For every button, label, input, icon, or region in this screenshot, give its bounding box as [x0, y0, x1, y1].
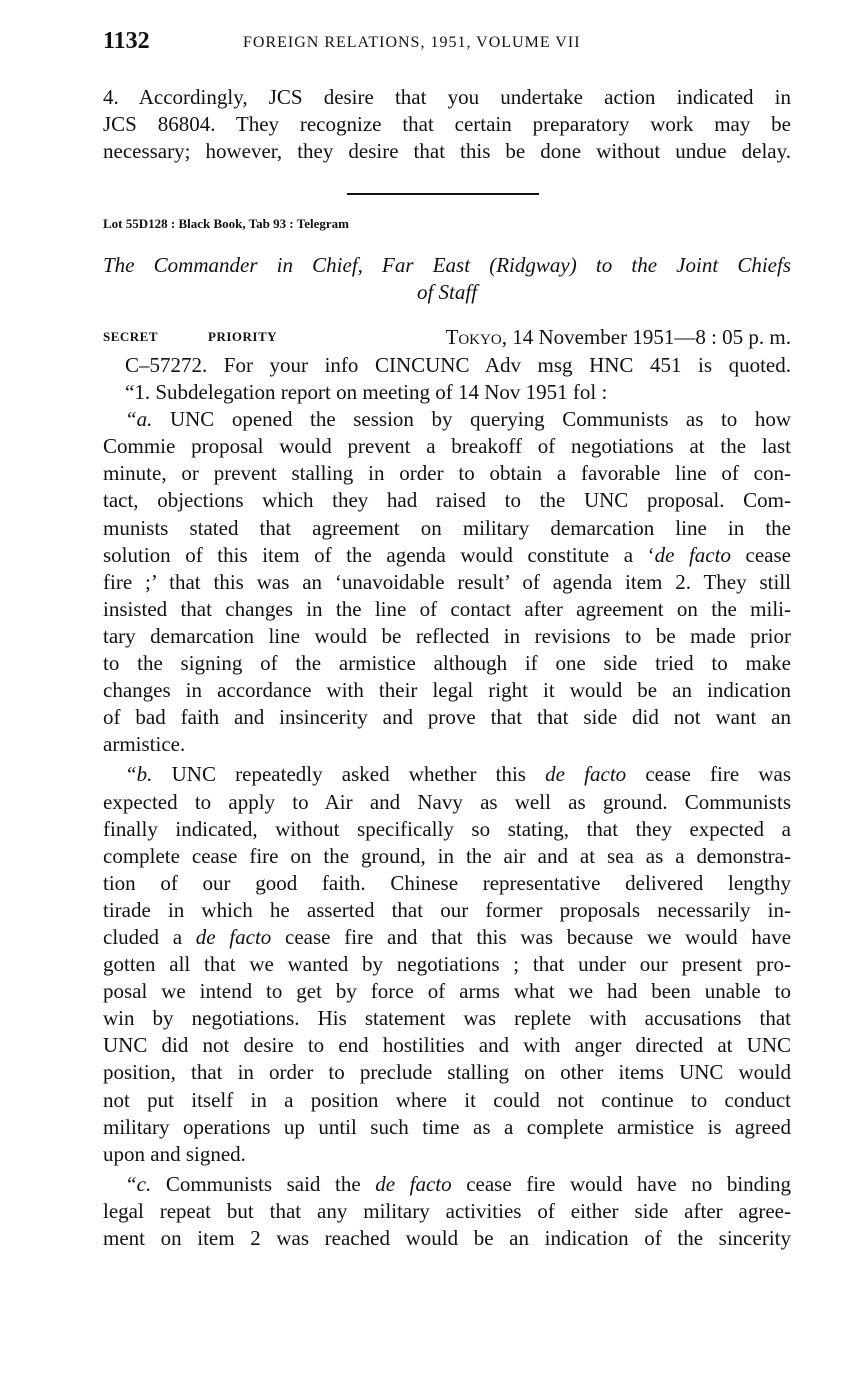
document-title-line: of Staff [416, 280, 478, 304]
classification-label: SECRET [103, 329, 159, 344]
text-line: military operations up until such time as a complete armistice is agreed [103, 1114, 791, 1139]
source-note: Lot 55D128 : Black Book, Tab 93 : Telegram [103, 216, 349, 231]
line-text: UNC opened the session by querying Communists as to how [152, 407, 791, 432]
line-text: Communists said the [151, 1171, 376, 1196]
document-title [103, 252, 791, 306]
text-line [103, 924, 791, 951]
paragraph-b [103, 761, 791, 1167]
text-line: ment on item 2 was reached would be an indication of the sincerity [103, 1226, 791, 1250]
classification-line [103, 325, 791, 352]
text-line: posal we intend to get by force of arms what we had been unable to [103, 979, 791, 1004]
text-line [103, 761, 791, 788]
text-line: JCS 86804. They recognize that certain preparatory work may be [103, 112, 791, 136]
line-text: cease fire was [626, 762, 791, 787]
line-text: cluded a [103, 924, 196, 949]
dateline [446, 325, 791, 350]
dateline-date: , 14 November 1951—8 : 05 p. m. [501, 325, 791, 349]
italic-term: de facto [195, 924, 272, 949]
text-line [103, 542, 791, 569]
dateline-place: Tokyo [445, 325, 502, 349]
text-line: UNC did not desire to end hostilities and with anger directed at UNC [103, 1033, 791, 1058]
italic-term: de facto [375, 1171, 452, 1196]
line-text: solution of this item of the agenda would constitute a ‘ [103, 542, 655, 567]
page-number: 1132 [103, 28, 150, 54]
text-line: of bad faith and insincerity and prove that that side did not want an [103, 705, 791, 730]
text-line: fire ;’ that this was an ‘unavoidable result’ of agenda item 2. They still [103, 569, 791, 594]
text-line: C–57272. For your info CINCUNC Adv msg HNC 451 is quoted. [125, 353, 791, 377]
text-line: tirade in which he asserted that our former proposals necessarily in- [103, 897, 791, 922]
text-line [103, 1171, 791, 1198]
page-header [103, 28, 793, 62]
telegram-body [103, 352, 791, 1252]
line-text: cease fire and that this was because we would have [271, 924, 792, 949]
text-line: insisted that changes in the line of contact after agreement on the mili- [103, 596, 791, 621]
text-line: to the signing of the armistice although if one side tried to make [103, 651, 791, 676]
text-line [103, 406, 791, 433]
text-line: changes in accordance with their legal right it would be an indication [103, 678, 791, 703]
line-text: UNC repeatedly asked whether this [152, 762, 546, 787]
text-line: minute, or prevent stalling in order to obtain a favorable line of con- [103, 461, 791, 486]
paragraph-c [103, 1171, 791, 1252]
line-text: cease [730, 542, 791, 567]
text-line: expected to apply to Air and Navy as well as ground. Communists [103, 789, 791, 814]
priority-label: PRIORITY [208, 329, 278, 344]
para-marker: “b. [125, 762, 153, 787]
running-head: FOREIGN RELATIONS, 1951, VOLUME VII [243, 34, 581, 51]
text-line: necessary; however, they desire that this be done without undue delay. [103, 139, 791, 163]
text-line: finally indicated, without specifically so stating, that they expected a [103, 816, 791, 841]
text-line: win by negotiations. His statement was replete with accusations that [103, 1006, 791, 1031]
text-line: legal repeat but that any military activities of either side after agree- [103, 1198, 791, 1223]
text-line: “1. Subdelegation report on meeting of 14 Nov 1951 fol : [125, 380, 608, 405]
document-title-line: The Commander in Chief, Far East (Ridgway) to the Joint Chiefs [103, 253, 791, 277]
section-divider [347, 193, 539, 195]
text-line: Commie proposal would prevent a breakoff of negotiations at the last [103, 434, 791, 459]
text-line: munists stated that agreement on military demarcation line in the [103, 515, 791, 540]
para-marker: “c. [125, 1171, 152, 1196]
text-line: tact, objections which they had raised to the UNC proposal. Com- [103, 488, 791, 513]
text-line: complete cease fire on the ground, in the air and at sea as a demonstra- [103, 843, 791, 868]
text-line: armistice. [103, 732, 186, 757]
line-text: cease fire would have no binding [451, 1171, 791, 1196]
italic-term: de facto [654, 542, 731, 567]
text-line: not put itself in a position where it could not continue to conduct [103, 1087, 791, 1112]
para-marker: “a. [125, 407, 153, 432]
text-line: position, that in order to preclude stalling on other items UNC would [103, 1060, 791, 1085]
top-paragraph [103, 84, 791, 165]
text-line: upon and signed. [103, 1141, 246, 1166]
paragraph-a [103, 406, 791, 758]
italic-term: de facto [545, 762, 627, 787]
text-line: tion of our good faith. Chinese representative delivered lengthy [103, 870, 791, 895]
text-line: 4. Accordingly, JCS desire that you undertake action indicated in [103, 85, 791, 109]
text-line: gotten all that we wanted by negotiations ; that under our present pro- [103, 952, 791, 977]
text-line: tary demarcation line would be reflected in revisions to be made prior [103, 623, 791, 648]
